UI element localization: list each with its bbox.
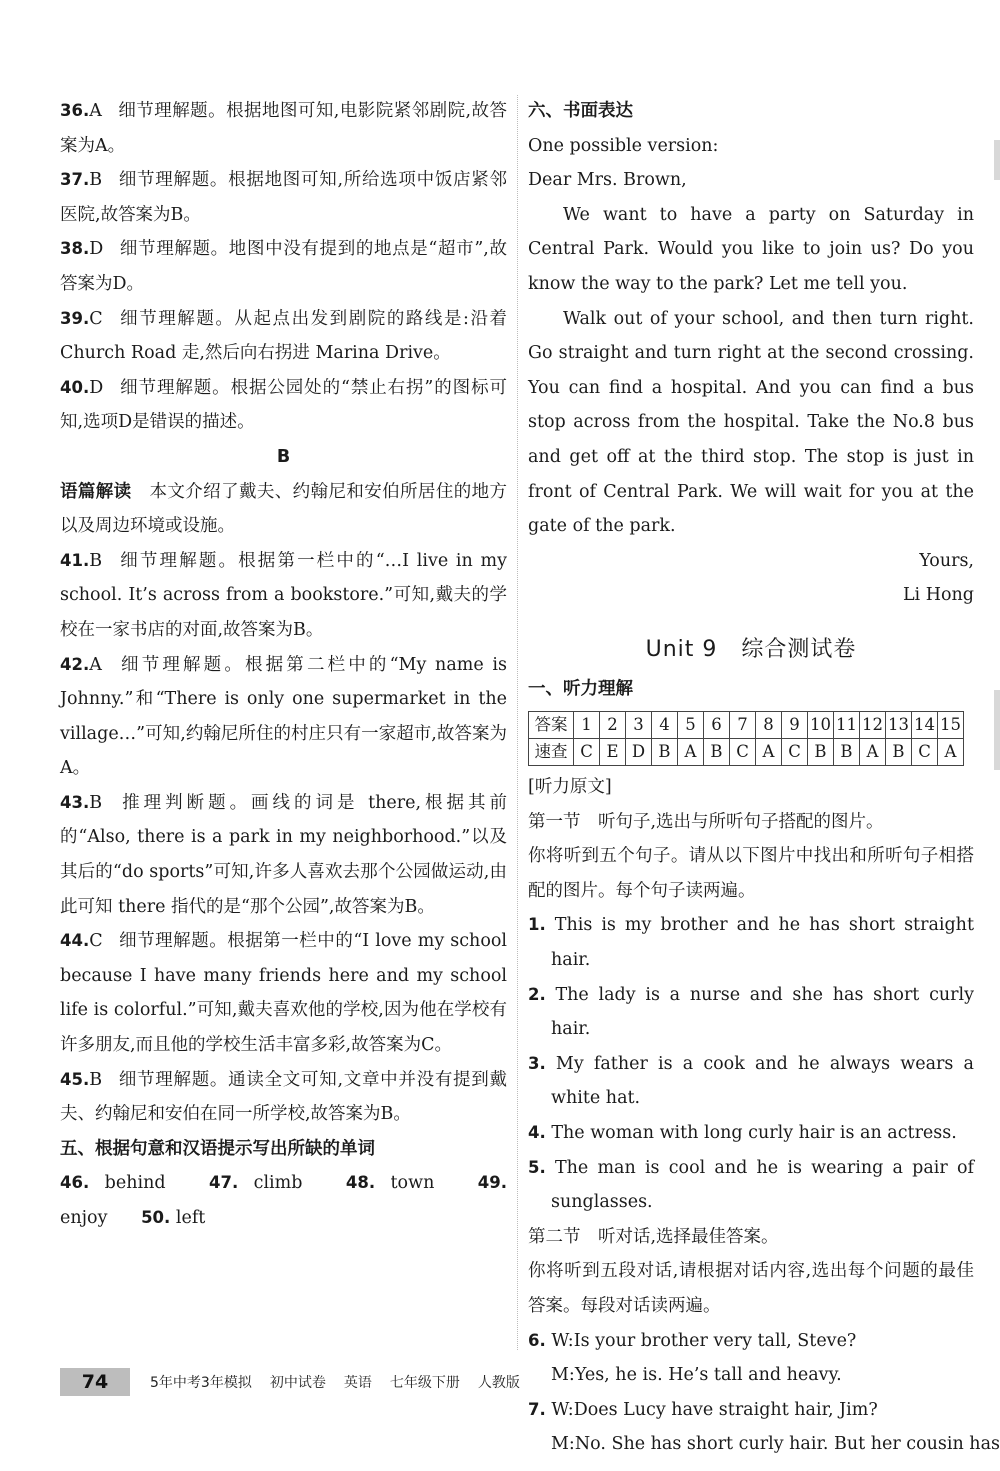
answer-key-cell: C <box>730 739 756 766</box>
edge-mark <box>994 140 1000 180</box>
answer-item: 45.B 细节理解题。通读全文可知,文章中并没有提到戴夫、约翰尼和安伯在同一所学校,故答案为B。 <box>60 1069 507 1125</box>
page-number: 74 <box>60 1368 130 1396</box>
letter-paragraph: Walk out of your school, and then turn right. Go straight and turn right at the second crossing. You can find a hospital. And you can find a bus stop across from the hospital. Take the No.8 bus and get off at the third stop. The stop is just in front of Central Park. We will wait for you at the gate of the park. <box>528 308 974 537</box>
fill-answer: 46. behind <box>60 1173 166 1194</box>
left-column <box>60 94 507 1236</box>
answer-key-label: 答案 <box>529 712 574 739</box>
answer-item: 43.B 推理判断题。画线的词是 there,根据其前的“Also, there is a park in my neighborhood.”以及其后的“do sports”可知,许多人喜欢去那个公园做运动,由此可知 there 指代的是“那个公园”,故答案为B。 <box>60 792 507 917</box>
part-1-instructions: 你将听到五个句子。请从以下图片中找出和所听句子相搭配的图片。每个句子读两遍。 <box>528 846 974 901</box>
part-1-title: 第一节 听句子,选出与所听句子搭配的图片。 <box>528 811 884 832</box>
answer-key-cell: C <box>912 739 938 766</box>
unit-title: Unit 9 综合测试卷 <box>645 636 857 662</box>
footer-subject: 英语 <box>343 1375 372 1391</box>
sentence-item: 2. The lady is a nurse and she has short curly hair. <box>528 984 974 1040</box>
answer-key-cell: 14 <box>912 712 938 739</box>
answer-item: 37.B 细节理解题。根据地图可知,所给选项中饭店紧邻医院,故答案为B。 <box>60 170 507 225</box>
part-2-instructions: 你将听到五段对话,请根据对话内容,选出每个问题的最佳答案。每段对话读两遍。 <box>528 1261 974 1316</box>
answer-key-cell: 11 <box>834 712 860 739</box>
answer-item: 40.D 细节理解题。根据公园处的“禁止右拐”的图标可知,选项D是错误的描述。 <box>60 377 507 433</box>
answer-key-cell: A <box>678 739 704 766</box>
answer-key-cell: B <box>808 739 834 766</box>
fill-answer: 50. left <box>141 1208 206 1228</box>
section-5-title: 五、根据句意和汉语提示写出所缺的单词 <box>60 1138 375 1159</box>
answer-key-number-row <box>529 712 964 739</box>
answer-key-cell: 13 <box>886 712 912 739</box>
fill-in-answers <box>60 1166 507 1235</box>
answer-key-table <box>528 711 964 766</box>
answer-item: 38.D 细节理解题。地图中没有提到的地点是“超市”,故答案为D。 <box>60 239 507 294</box>
answer-key-cell: A <box>860 739 886 766</box>
answer-item: 42.A 细节理解题。根据第二栏中的“My name is Johnny.”和“There is only one supermarket in the village…”可知,约翰尼所住的村庄只有一家超市,故答案为A。 <box>60 654 507 779</box>
answer-key-cell: D <box>626 739 652 766</box>
sentence-item: 1. This is my brother and he has short straight hair. <box>528 915 974 971</box>
footer-type: 初中试卷 <box>269 1375 326 1391</box>
answer-key-label: 速查 <box>529 739 574 766</box>
part-2-title: 第二节 听对话,选择最佳答案。 <box>528 1226 779 1247</box>
letter-greeting: Dear Mrs. Brown, <box>528 170 687 191</box>
answer-item: 44.C 细节理解题。根据第一栏中的“I love my school because I have many friends here and my school life is colorful.”可知,戴夫喜欢他的学校,因为他在学校有许多朋友,而且他的学校生活丰富多彩,故答案为C。 <box>60 931 507 1056</box>
answer-key-cell: 12 <box>860 712 886 739</box>
footer-edition: 人教版 <box>477 1375 520 1391</box>
answer-key-cell: 5 <box>678 712 704 739</box>
answers-36-40 <box>60 94 507 440</box>
answer-key-cell: 3 <box>626 712 652 739</box>
transcript-label: [听力原文] <box>528 777 612 798</box>
answer-item: 36.A 细节理解题。根据地图可知,电影院紧邻剧院,故答案为A。 <box>60 101 507 156</box>
answer-item: 39.C 细节理解题。从起点出发到剧院的路线是:沿着 Church Road 走,然后向右拐进 Marina Drive。 <box>60 308 507 364</box>
answer-key-cell: 6 <box>704 712 730 739</box>
page-footer <box>60 1368 538 1396</box>
answer-key-cell: A <box>938 739 964 766</box>
dialog-line: M:No. She has short curly hair. But her cousin has <box>551 1434 1000 1455</box>
fill-answer: 48. town <box>345 1173 435 1194</box>
sentence-item: 3. My father is a cook and he always wears a white hat. <box>528 1053 974 1109</box>
answer-key-cell: E <box>600 739 626 766</box>
answer-key-cell: 4 <box>652 712 678 739</box>
dialog-line: M:Yes, he is. He’s tall and heavy. <box>551 1365 842 1386</box>
answer-key-cell: 8 <box>756 712 782 739</box>
reading-analysis: 语篇解读 本文介绍了戴夫、约翰尼和安伯所居住的地方以及周边环境或设施。 <box>60 481 508 537</box>
answer-key-cell: 2 <box>600 712 626 739</box>
answer-key-cell: A <box>756 739 782 766</box>
answer-key-cell: B <box>652 739 678 766</box>
reading-label: 语篇解读 <box>60 481 132 502</box>
listening-title: 一、听力理解 <box>528 678 633 699</box>
footer-series: 5年中考3年模拟 <box>150 1375 252 1391</box>
answer-key-cell: 7 <box>730 712 756 739</box>
answer-key-cell: 10 <box>808 712 834 739</box>
fill-answer: 49. enjoy <box>60 1173 507 1228</box>
section-b-heading: B <box>276 446 291 467</box>
answer-key-cell: B <box>834 739 860 766</box>
section-6-title: 六、书面表达 <box>528 101 633 121</box>
edge-mark <box>994 690 1000 770</box>
answers-41-45 <box>60 544 507 1132</box>
letter-paragraph: We want to have a party on Saturday in Central Park. Would you like to join us? Do you know the way to the park? Let me tell you. <box>528 204 974 294</box>
sentence-item: 4. The woman with long curly hair is an actress. <box>528 1123 957 1144</box>
right-column <box>528 94 1000 1462</box>
dialog-line: 7. W:Does Lucy have straight hair, Jim? <box>528 1399 878 1420</box>
answer-key-answer-row <box>529 739 964 766</box>
answer-key-cell: C <box>574 739 600 766</box>
sentence-item: 5. The man is cool and he is wearing a pair of sunglasses. <box>528 1157 974 1213</box>
answer-key-cell: 1 <box>574 712 600 739</box>
letter-signature: Li Hong <box>902 585 974 606</box>
answer-key-cell: 9 <box>782 712 808 739</box>
letter-closing: Yours, <box>919 550 974 571</box>
column-divider <box>517 95 518 1350</box>
dialog-line: 6. W:Is your brother very tall, Steve? <box>528 1330 857 1351</box>
answer-key-cell: B <box>886 739 912 766</box>
version-label: One possible version: <box>528 135 719 156</box>
answer-key-cell: B <box>704 739 730 766</box>
answer-item: 41.B 细节理解题。根据第一栏中的“…I live in my school. It’s across from a bookstore.”可知,戴夫的学校在一家书店的对面,故答案为B。 <box>60 550 507 640</box>
answer-key-cell: 15 <box>938 712 964 739</box>
fill-answer: 47. climb <box>208 1173 303 1194</box>
answer-key-cell: C <box>782 739 808 766</box>
footer-grade: 七年级下册 <box>389 1375 460 1391</box>
